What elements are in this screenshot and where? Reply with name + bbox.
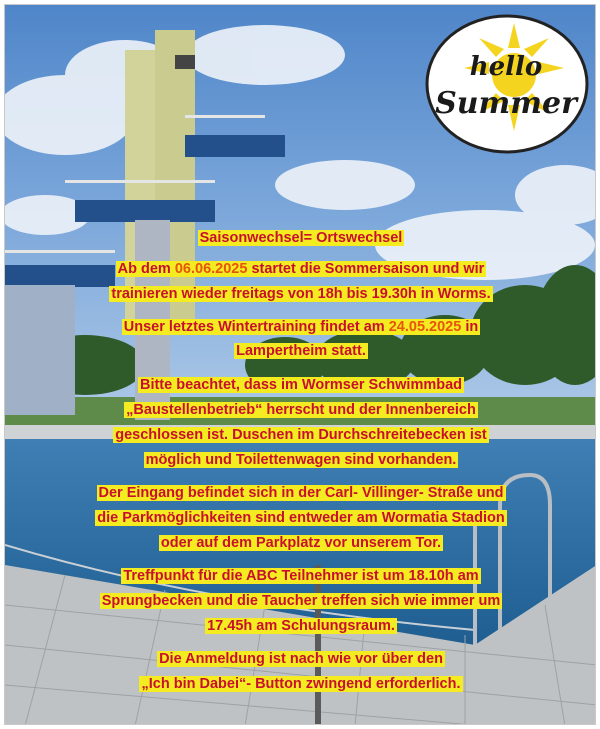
p1-row2 [5,285,596,304]
p4-row3 [5,534,596,553]
p2-post: in [461,319,479,335]
p6-line2: „Ich bin Dabei“- Button zwingend erforderlich. [141,676,461,692]
p2-pre: Unser letztes Wintertraining findet am [123,319,389,335]
p4-row1 [5,484,596,503]
p6-row1 [5,650,596,669]
p4-line3: oder auf dem Parkplatz vor unserem Tor. [160,535,442,551]
p5-row3 [5,617,596,636]
p3-row4 [5,451,596,470]
p1-row1 [5,260,596,279]
p3-line3: geschlossen ist. Duschen im Durchschreitebecken ist [115,427,487,443]
p5-line1: Treffpunkt für die ABC Teilnehmer ist um 18.10h am [123,568,479,584]
p2-line2: Lampertheim statt. [236,343,366,359]
p3-row2 [5,401,596,420]
p3-row1 [5,376,596,395]
p4-row2 [5,509,596,528]
p1-line1 [116,261,487,277]
notice-title-row [5,229,596,248]
p1-date: 06.06.2025 [174,261,248,277]
notice-title: Saisonwechsel= Ortswechsel [199,230,403,246]
badge-line-1: hello [469,52,543,82]
p2-line1 [122,319,480,335]
p4-line2: die Parkmöglichkeiten sind entweder am Wormatia Stadion [97,510,505,526]
pole [315,565,321,725]
p5-row1 [5,567,596,586]
p6-row2 [5,675,596,694]
p5-line2: Sprungbecken und die Taucher treffen sich wie immer um [101,593,501,609]
p3-line1: Bitte beachtet, dass im Wormser Schwimmbad [139,377,463,393]
hello-summer-badge [424,13,590,155]
badge-line-2: Summer [435,86,577,121]
pool-photo [4,4,596,725]
p5-line3: 17.45h am Schulungsraum. [207,618,395,634]
p6-line1: Die Anmeldung ist nach wie vor über den [159,651,443,667]
p1-pre: Ab dem [117,261,175,277]
p2-row2 [5,342,596,361]
p1-post: startet die Sommersaison und wir [247,261,485,277]
p1-line2: trainieren wieder freitags von 18h bis 19.30h in Worms. [111,286,491,302]
p2-row1 [5,318,596,337]
p3-line4: möglich und Toilettenwagen sind vorhanden. [145,452,457,468]
p5-row2 [5,592,596,611]
p3-line2: „Baustellenbetrieb“ herrscht und der Innenbereich [126,402,476,418]
p2-date: 24.05.2025 [388,319,462,335]
p4-line1: Der Eingang befindet sich in der Carl- Villinger- Straße und [98,485,504,501]
p3-row3 [5,426,596,445]
